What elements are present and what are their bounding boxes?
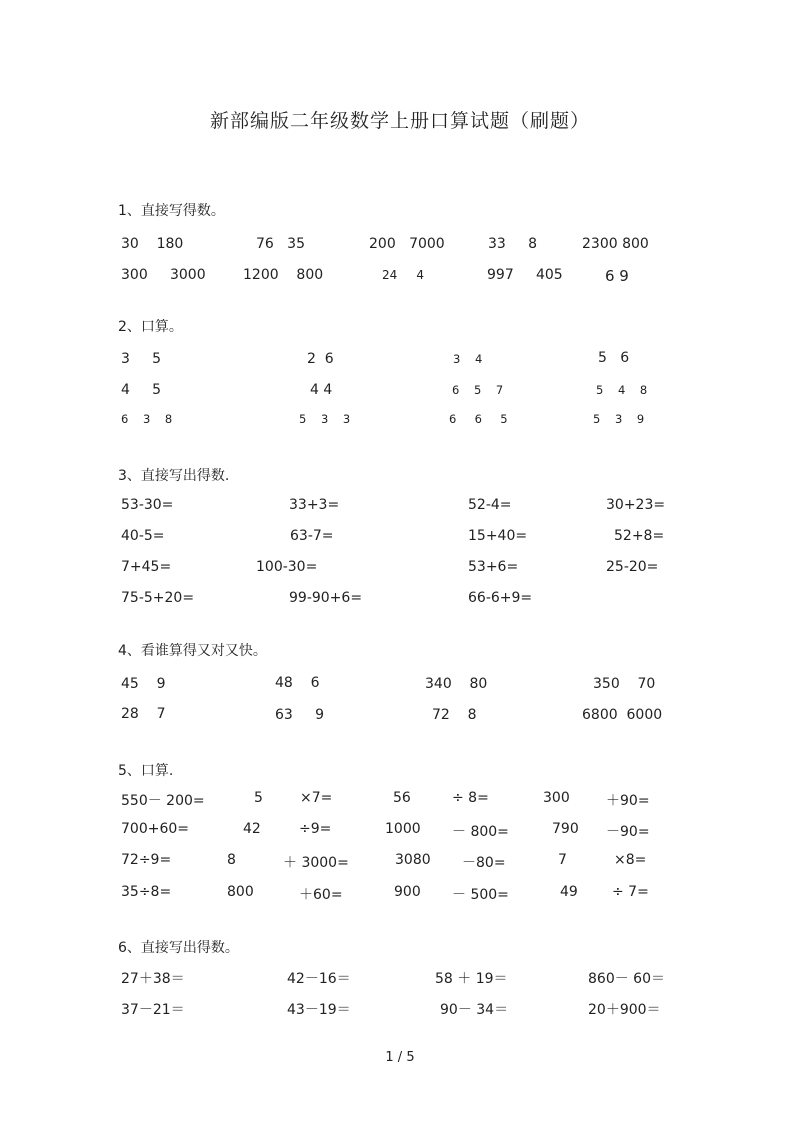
s6-item: 42－16＝ xyxy=(287,971,351,987)
page-number: 1 / 5 xyxy=(385,1050,415,1065)
s1-item: 33 8 xyxy=(488,236,537,252)
s3-item: 7+45= xyxy=(121,559,172,575)
s1-item: 6 9 xyxy=(605,267,629,285)
s1-item: 300 3000 xyxy=(121,267,206,283)
s2-item: 3 5 xyxy=(121,351,162,367)
s4-item: 6800 6000 xyxy=(582,707,663,723)
s2-item: 6 6 5 xyxy=(449,412,508,426)
s2-item: 4 5 xyxy=(121,382,162,398)
s5-item: ＋90= xyxy=(606,793,650,809)
s4-item: 45 9 xyxy=(121,676,166,692)
s5-item: ÷9= xyxy=(299,821,332,837)
s5-item: 72÷9= xyxy=(121,852,172,868)
s5-item: ×8= xyxy=(614,852,647,868)
s6-item: 27＋38＝ xyxy=(121,971,185,987)
s2-item: 4 4 xyxy=(310,382,333,398)
s6-item: 90－ 34＝ xyxy=(440,1002,509,1018)
s3-item: 100-30= xyxy=(256,559,318,575)
s5-item: 49 xyxy=(560,884,578,900)
section-5-heading: 5、口算. xyxy=(118,763,174,779)
s4-item: 72 8 xyxy=(432,707,477,723)
s2-item: 2 6 xyxy=(307,351,334,367)
section-1-heading: 1、直接写得数。 xyxy=(118,203,225,219)
s3-item: 40-5= xyxy=(121,528,165,544)
s4-item: 48 6 xyxy=(275,675,320,691)
s1-item: 76 35 xyxy=(256,236,305,252)
s3-item: 66-6+9= xyxy=(468,590,533,606)
s2-item: 5 3 3 xyxy=(299,412,351,426)
s5-item: 3080 xyxy=(395,852,431,868)
section-6-heading: 6、直接写出得数。 xyxy=(118,940,239,956)
s5-item: －90= xyxy=(606,824,650,840)
s3-item: 53-30= xyxy=(121,497,174,513)
s4-item: 340 80 xyxy=(425,676,488,692)
s5-item: ＋60= xyxy=(299,887,343,903)
s1-item: 200 7000 xyxy=(369,236,445,252)
s1-item: 1200 800 xyxy=(243,267,324,283)
s6-item: 37－21＝ xyxy=(121,1002,185,1018)
s6-item: 43－19＝ xyxy=(287,1002,351,1018)
s5-item: 8 xyxy=(227,852,236,868)
s5-item: 550－ 200= xyxy=(121,793,205,809)
s5-item: ÷ 8= xyxy=(452,790,489,806)
s2-item: 5 4 8 xyxy=(596,383,648,397)
s5-item: 7 xyxy=(558,852,567,868)
s2-item: 6 5 7 xyxy=(452,383,504,397)
s1-item: 997 405 xyxy=(487,267,563,283)
s5-item: 300 xyxy=(543,790,570,806)
s4-item: 28 7 xyxy=(121,706,166,722)
s3-item: 52+8= xyxy=(614,528,665,544)
s5-item: 800 xyxy=(227,884,254,900)
s6-item: 58 ＋ 19＝ xyxy=(435,971,508,987)
s6-item: 20＋900＝ xyxy=(588,1002,661,1018)
s5-item: 42 xyxy=(243,821,261,837)
s5-item: ×7= xyxy=(300,790,333,806)
s5-item: 5 xyxy=(254,790,263,806)
s5-item: 700+60= xyxy=(121,821,189,837)
s3-item: 15+40= xyxy=(468,528,528,544)
s5-item: － 500= xyxy=(452,887,509,903)
s5-item: －80= xyxy=(462,855,506,871)
page-title: 新部编版二年级数学上册口算试题（刷题） xyxy=(209,110,590,132)
s1-item: 30 180 xyxy=(121,236,184,252)
s2-item: 6 3 8 xyxy=(121,412,173,426)
s6-item: 860－ 60＝ xyxy=(588,971,665,987)
s2-item: 5 6 xyxy=(598,350,630,366)
s3-item: 52-4= xyxy=(468,497,512,513)
s3-item: 63-7= xyxy=(290,528,334,544)
s3-item: 75-5+20= xyxy=(121,590,195,606)
s4-item: 63 9 xyxy=(275,707,324,723)
s2-item: 5 3 9 xyxy=(593,412,645,426)
s5-item: 900 xyxy=(394,884,421,900)
s5-item: － 800= xyxy=(452,824,509,840)
s5-item: ÷ 7= xyxy=(612,884,649,900)
s5-item: 790 xyxy=(552,821,579,837)
s3-item: 53+6= xyxy=(468,559,519,575)
s3-item: 30+23= xyxy=(606,497,666,513)
s3-item: 33+3= xyxy=(289,497,340,513)
section-2-heading: 2、口算。 xyxy=(118,319,183,335)
s1-item: 24 4 xyxy=(382,268,424,282)
s5-item: 35÷8= xyxy=(121,884,172,900)
s4-item: 350 70 xyxy=(593,676,656,692)
s3-item: 99-90+6= xyxy=(289,590,363,606)
section-3-heading: 3、直接写出得数. xyxy=(118,468,230,484)
section-4-heading: 4、看谁算得又对又快。 xyxy=(118,643,267,659)
s5-item: 1000 xyxy=(385,821,421,837)
s1-item: 2300 800 xyxy=(582,236,649,252)
s5-item: 56 xyxy=(393,790,411,806)
s5-item: ＋ 3000= xyxy=(283,855,349,871)
s3-item: 25-20= xyxy=(606,559,659,575)
s2-item: 3 4 xyxy=(453,352,483,366)
